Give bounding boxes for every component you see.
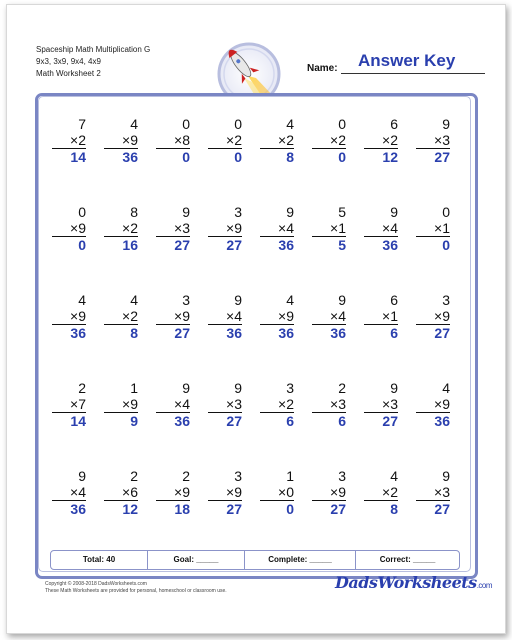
answer: 0	[442, 237, 450, 253]
answer: 18	[174, 501, 190, 517]
answer: 27	[226, 413, 242, 429]
answer: 8	[390, 501, 398, 517]
multiplication-problem	[254, 380, 294, 430]
multiplication-problem	[306, 204, 346, 254]
problem-row	[40, 468, 468, 528]
multiplicand: 9	[182, 204, 190, 220]
multiplicand: 9	[182, 380, 190, 396]
multiplicand: 3	[234, 204, 242, 220]
multiplication-problem	[150, 468, 190, 518]
multiplier: ×9	[156, 308, 190, 325]
multiplier: ×0	[260, 484, 294, 501]
multiplicand: 3	[234, 468, 242, 484]
multiplicand: 2	[182, 468, 190, 484]
worksheet-facts: 9x3, 3x9, 9x4, 4x9	[36, 57, 101, 66]
answer-key-title: Answer Key	[358, 51, 456, 70]
multiplication-problem	[358, 204, 398, 254]
multiplication-problem	[358, 468, 398, 518]
multiplier: ×1	[364, 308, 398, 325]
problem-row	[40, 204, 468, 264]
multiplication-problem	[410, 204, 450, 254]
multiplier: ×9	[312, 484, 346, 501]
multiplication-problem	[358, 116, 398, 166]
multiplication-problem	[358, 380, 398, 430]
multiplier: ×4	[260, 220, 294, 237]
multiplier: ×8	[156, 132, 190, 149]
multiplication-problem	[98, 292, 138, 342]
answer: 36	[434, 413, 450, 429]
answer: 36	[226, 325, 242, 341]
multiplication-problem	[410, 116, 450, 166]
answer: 27	[330, 501, 346, 517]
multiplicand: 4	[286, 116, 294, 132]
multiplicand: 6	[390, 292, 398, 308]
multiplier: ×3	[364, 396, 398, 413]
multiplier: ×9	[52, 220, 86, 237]
multiplier: ×3	[208, 396, 242, 413]
multiplier: ×3	[416, 132, 450, 149]
multiplication-problem	[202, 380, 242, 430]
multiplier: ×9	[416, 308, 450, 325]
multiplication-problem	[202, 116, 242, 166]
answer: 27	[434, 149, 450, 165]
answer: 27	[226, 501, 242, 517]
answer: 36	[70, 501, 86, 517]
answer: 0	[286, 501, 294, 517]
multiplier: ×4	[52, 484, 86, 501]
answer: 8	[286, 149, 294, 165]
multiplier: ×3	[416, 484, 450, 501]
multiplication-problem	[46, 380, 86, 430]
answer: 36	[382, 237, 398, 253]
multiplicand: 5	[338, 204, 346, 220]
answer: 16	[122, 237, 138, 253]
answer: 12	[122, 501, 138, 517]
multiplicand: 0	[78, 204, 86, 220]
multiplier: ×2	[260, 132, 294, 149]
multiplication-problem	[150, 292, 190, 342]
multiplicand: 9	[390, 380, 398, 396]
complete-field[interactable]: Complete: _____	[268, 555, 332, 564]
multiplicand: 4	[390, 468, 398, 484]
logo-suffix: .com	[476, 581, 493, 590]
multiplication-problem	[98, 380, 138, 430]
total-label: Total: 40	[82, 555, 116, 564]
multiplicand: 6	[390, 116, 398, 132]
multiplicand: 0	[442, 204, 450, 220]
multiplier: ×2	[208, 132, 242, 149]
score-bar	[50, 550, 460, 570]
multiplication-problem	[46, 468, 86, 518]
multiplication-problem	[150, 204, 190, 254]
multiplicand: 9	[338, 292, 346, 308]
answer: 0	[78, 237, 86, 253]
multiplication-problem	[306, 380, 346, 430]
answer: 8	[130, 325, 138, 341]
multiplier: ×9	[156, 484, 190, 501]
multiplier: ×9	[260, 308, 294, 325]
multiplier: ×7	[52, 396, 86, 413]
multiplication-problem	[254, 468, 294, 518]
multiplicand: 1	[130, 380, 138, 396]
multiplicand: 9	[78, 468, 86, 484]
answer: 36	[330, 325, 346, 341]
multiplication-problem	[410, 292, 450, 342]
multiplicand: 3	[286, 380, 294, 396]
multiplicand: 9	[234, 292, 242, 308]
multiplication-problem	[150, 380, 190, 430]
multiplicand: 9	[390, 204, 398, 220]
answer: 36	[122, 149, 138, 165]
multiplicand: 4	[130, 292, 138, 308]
answer: 14	[70, 413, 86, 429]
copyright-notice	[45, 581, 227, 595]
answer: 27	[434, 501, 450, 517]
multiplier: ×3	[312, 396, 346, 413]
multiplicand: 4	[130, 116, 138, 132]
answer: 6	[286, 413, 294, 429]
multiplication-problem	[46, 204, 86, 254]
multiplier: ×3	[156, 220, 190, 237]
multiplication-problem	[98, 468, 138, 518]
multiplicand: 9	[286, 204, 294, 220]
worksheet-title: Spaceship Math Multiplication G	[36, 45, 151, 54]
multiplication-problem	[202, 292, 242, 342]
correct-field[interactable]: Correct: _____	[379, 555, 436, 564]
multiplier: ×9	[416, 396, 450, 413]
name-label: Name:	[307, 63, 338, 74]
multiplicand: 1	[286, 468, 294, 484]
multiplicand: 3	[182, 292, 190, 308]
goal-field[interactable]: Goal: _____	[173, 555, 219, 564]
multiplier: ×9	[104, 396, 138, 413]
multiplicand: 0	[182, 116, 190, 132]
multiplier: ×9	[104, 132, 138, 149]
multiplication-problem	[254, 116, 294, 166]
multiplicand: 2	[338, 380, 346, 396]
multiplicand: 9	[442, 116, 450, 132]
multiplier: ×2	[52, 132, 86, 149]
answer: 27	[226, 237, 242, 253]
answer: 36	[278, 237, 294, 253]
multiplication-problem	[150, 116, 190, 166]
multiplication-problem	[98, 204, 138, 254]
multiplication-problem	[306, 468, 346, 518]
multiplier: ×1	[416, 220, 450, 237]
multiplicand: 0	[234, 116, 242, 132]
problem-row	[40, 380, 468, 440]
multiplier: ×2	[260, 396, 294, 413]
answer: 27	[382, 413, 398, 429]
multiplier: ×2	[104, 220, 138, 237]
answer: 36	[174, 413, 190, 429]
multiplier: ×4	[364, 220, 398, 237]
multiplicand: 4	[286, 292, 294, 308]
multiplication-problem	[202, 204, 242, 254]
answer: 0	[182, 149, 190, 165]
worksheet-header	[36, 44, 150, 80]
logo-text: DadsWorksheets	[335, 573, 477, 592]
worksheet-subtitle: Math Worksheet 2	[36, 69, 101, 78]
multiplier: ×6	[104, 484, 138, 501]
dadsworksheets-logo[interactable]	[335, 573, 492, 592]
answer: 27	[434, 325, 450, 341]
multiplicand: 9	[234, 380, 242, 396]
answer: 27	[174, 237, 190, 253]
multiplication-problem	[410, 380, 450, 430]
multiplication-problem	[358, 292, 398, 342]
problem-row	[40, 292, 468, 352]
multiplier: ×4	[312, 308, 346, 325]
multiplication-problem	[410, 468, 450, 518]
multiplicand: 8	[130, 204, 138, 220]
multiplier: ×9	[52, 308, 86, 325]
multiplication-problem	[46, 116, 86, 166]
multiplicand: 7	[78, 116, 86, 132]
usage-line: These Math Worksheets are provided for personal, homeschool or classroom use.	[45, 588, 227, 594]
answer: 27	[174, 325, 190, 341]
multiplication-problem	[254, 292, 294, 342]
answer: 9	[130, 413, 138, 429]
answer: 36	[70, 325, 86, 341]
multiplicand: 3	[338, 468, 346, 484]
multiplication-problem	[46, 292, 86, 342]
multiplier: ×1	[312, 220, 346, 237]
copyright-line: Copyright © 2008-2018 DadsWorksheets.com	[45, 581, 147, 587]
multiplication-problem	[98, 116, 138, 166]
multiplier: ×9	[208, 484, 242, 501]
multiplicand: 2	[78, 380, 86, 396]
answer: 5	[338, 237, 346, 253]
multiplication-problem	[202, 468, 242, 518]
multiplier: ×4	[156, 396, 190, 413]
multiplier: ×2	[104, 308, 138, 325]
multiplicand: 2	[130, 468, 138, 484]
answer: 6	[338, 413, 346, 429]
answer: 0	[338, 149, 346, 165]
answer: 6	[390, 325, 398, 341]
multiplicand: 4	[442, 380, 450, 396]
multiplier: ×2	[364, 484, 398, 501]
multiplication-problem	[306, 292, 346, 342]
answer: 12	[382, 149, 398, 165]
multiplicand: 9	[442, 468, 450, 484]
problem-row	[40, 116, 468, 176]
multiplicand: 0	[338, 116, 346, 132]
answer: 14	[70, 149, 86, 165]
name-field[interactable]	[341, 73, 485, 74]
answer: 0	[234, 149, 242, 165]
multiplier: ×4	[208, 308, 242, 325]
multiplier: ×2	[312, 132, 346, 149]
multiplicand: 3	[442, 292, 450, 308]
multiplication-problem	[254, 204, 294, 254]
multiplier: ×2	[364, 132, 398, 149]
multiplier: ×9	[208, 220, 242, 237]
multiplication-problem	[306, 116, 346, 166]
answer: 36	[278, 325, 294, 341]
multiplicand: 4	[78, 292, 86, 308]
